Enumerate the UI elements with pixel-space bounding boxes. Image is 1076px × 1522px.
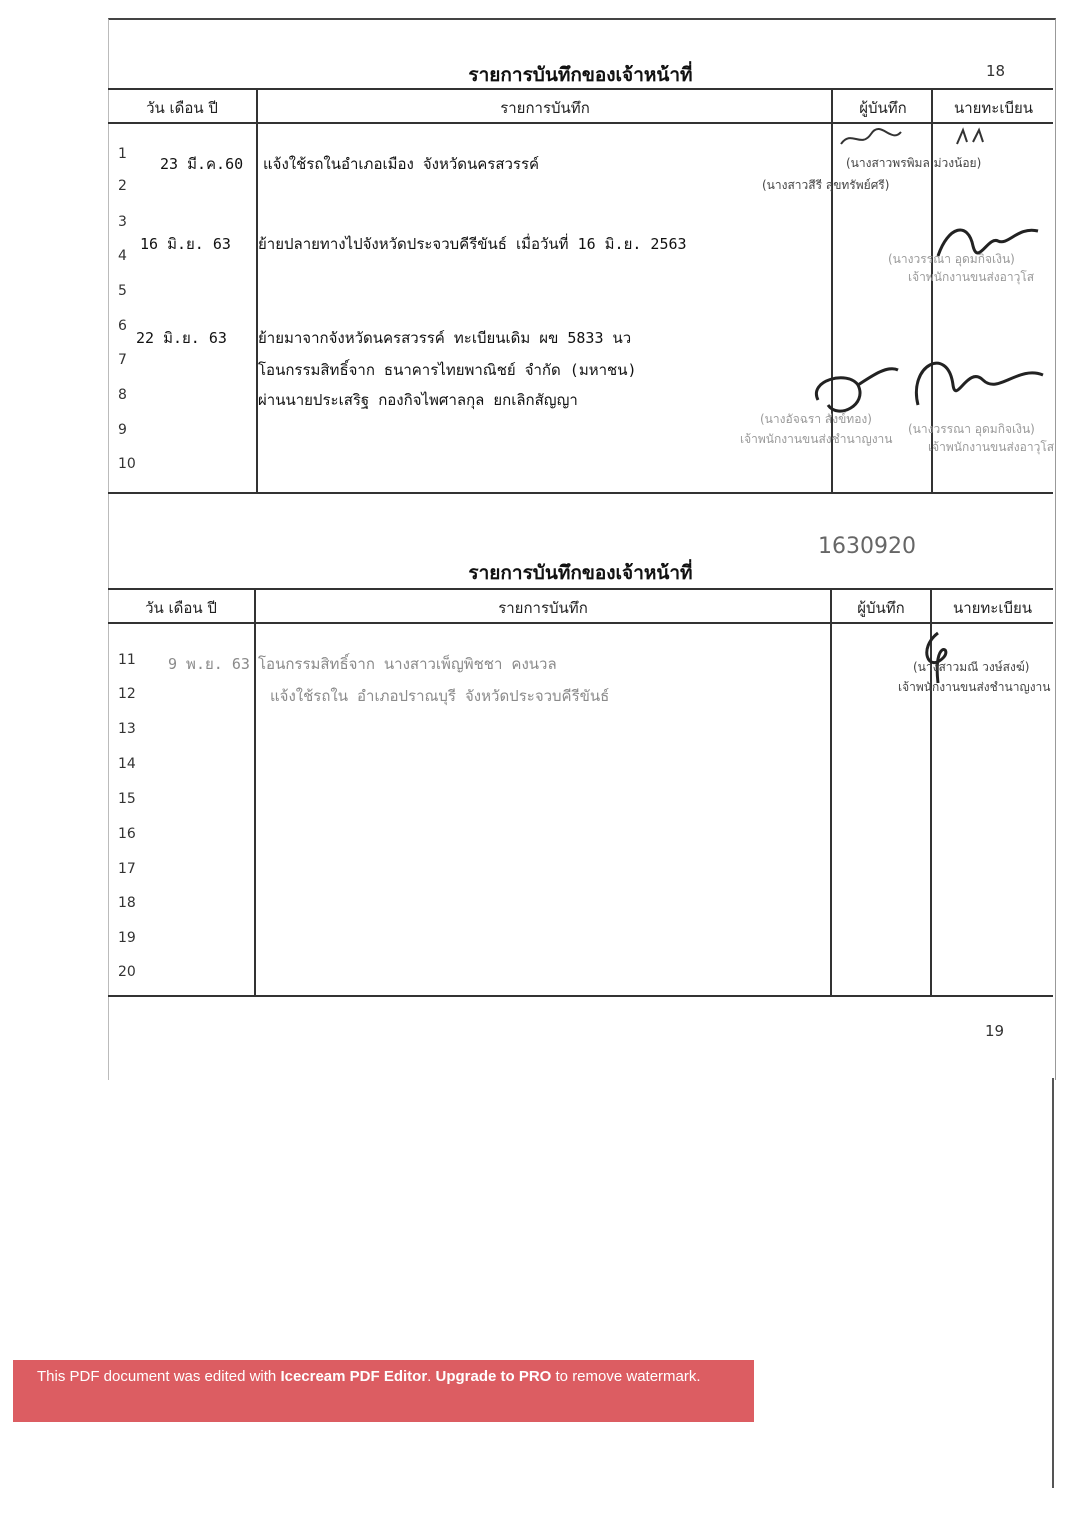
row-number: 5 [118,283,127,299]
entry-text: แจ้งใช้รถในอำเภอเมือง จังหวัดนครสวรรค์ [263,155,540,173]
signature-name: (นางสาวมณี วงษ์สงฆ์) [913,660,1030,674]
row-number: 9 [118,422,127,438]
header-registrar: นายทะเบียน [952,599,1033,617]
entry-date: 22 มิ.ย. 63 [136,329,227,347]
header-registrar: นายทะเบียน [953,99,1034,117]
signature-title: เจ้าพนักงานขนส่งชำนาญงาน [898,680,1051,694]
watermark-text [37,1368,701,1385]
header-record: รายการบันทึก [500,99,590,117]
signature-name: (นางวรรณา อุดมกิจเงิน) [888,252,1015,266]
row-number: 6 [118,318,127,334]
record-table-2 [108,588,1053,997]
row-number: 7 [118,352,127,368]
signature-name: (นางสาวพรพิมล ม่วงน้อย) [846,156,982,170]
header-record: รายการบันทึก [498,599,588,617]
table-1-header [108,90,1053,124]
entry-text: ย้ายมาจากจังหวัดนครสวรรค์ ทะเบียนเดิม ผข 5833 นว [258,329,632,347]
entry-text: โอนกรรมสิทธิ์จาก นางสาวเพ็ญพิชชา คงนวล [258,655,557,673]
section-1-title: รายการบันทึกของเจ้าหน้าที่ [468,64,693,86]
record-section-1 [108,0,1053,500]
watermark-prefix: This PDF document was edited with [37,1368,281,1385]
table-2-header [108,590,1053,624]
stamp-number: 1630920 [818,534,916,559]
row-number: 11 [118,652,136,668]
row-number: 17 [118,861,136,877]
row-number: 10 [118,456,136,472]
header-date: วัน เดือน ปี [146,99,218,117]
upgrade-link[interactable]: Upgrade to PRO [435,1368,552,1385]
col-divider [830,590,832,995]
signature-name: (นางอัจฉรา สังข์ทอง) [760,412,872,426]
entry-text: ผ่านนายประเสริฐ กองกิจไพศาลกุล ยกเลิกสัญญา [258,391,578,409]
entry-text: โอนกรรมสิทธิ์จาก ธนาคารไทยพาณิชย์ จำกัด (มหาชน) [258,361,637,379]
page-edge-line [1052,1078,1054,1488]
row-number: 13 [118,721,136,737]
header-date: วัน เดือน ปี [145,599,217,617]
watermark-sep: . [427,1368,436,1385]
row-number: 15 [118,791,136,807]
row-number: 1 [118,146,127,162]
col-divider [256,90,258,492]
row-number: 8 [118,387,127,403]
entry-text: แจ้งใช้รถใน อำเภอปราณบุรี จังหวัดประจวบคีรีขันธ์ [270,687,610,705]
row-number: 12 [118,686,136,702]
entry-date: 9 พ.ย. 63 [168,655,250,673]
watermark-banner [13,1360,754,1422]
col-divider [254,590,256,995]
signature-title: เจ้าพนักงานขนส่งอาวุโส [908,270,1035,284]
watermark-suffix: to remove watermark. [551,1368,701,1385]
entry-date: 16 มิ.ย. 63 [140,235,231,253]
entry-text: ย้ายปลายทางไปจังหวัดประจวบคีรีขันธ์ เมื่อวันที่ 16 มิ.ย. 2563 [258,235,687,253]
row-number: 2 [118,178,127,194]
page-number-19: 19 [985,1022,1005,1040]
row-number: 16 [118,826,136,842]
row-number: 3 [118,214,127,230]
watermark-product: Icecream PDF Editor [280,1368,428,1385]
header-recorder: ผู้บันทึก [857,599,905,617]
signature-title: เจ้าพนักงานขนส่งชำนาญงาน [740,432,893,446]
signature-name: (นางวรรณา อุดมกิจเงิน) [908,422,1035,436]
handwritten-signature [908,345,1048,425]
section-2-title: รายการบันทึกของเจ้าหน้าที่ [468,562,693,584]
header-recorder: ผู้บันทึก [859,99,907,117]
signature-name: (นางสาวสีรี สุขทรัพย์ศรี) [762,178,890,192]
row-number: 19 [118,930,136,946]
page-number-18: 18 [986,62,1006,80]
record-table-1 [108,88,1053,494]
handwritten-signature [836,124,906,154]
row-number: 4 [118,248,127,264]
row-number: 14 [118,756,136,772]
entry-date: 23 มี.ค.60 [160,155,244,173]
handwritten-signature [953,126,993,148]
row-number: 20 [118,964,136,980]
signature-title: เจ้าพนักงานขนส่งอาวุโส [928,440,1055,454]
record-section-2 [108,520,1053,1050]
row-number: 18 [118,895,136,911]
